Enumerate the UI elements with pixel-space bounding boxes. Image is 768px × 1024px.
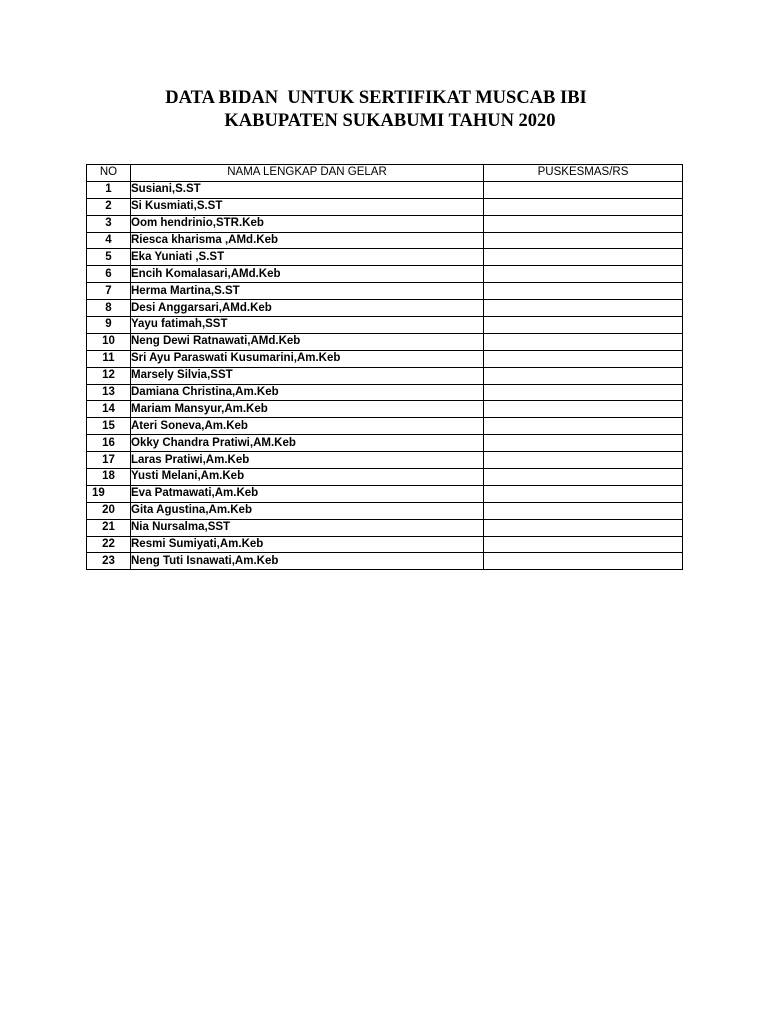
name-cell: Nia Nursalma,SST xyxy=(131,519,484,536)
document-subtitle: KABUPATEN SUKABUMI TAHUN 2020 xyxy=(224,111,556,131)
table-row xyxy=(87,215,683,232)
table-row xyxy=(87,249,683,266)
row-number-cell: 18 xyxy=(87,469,131,486)
row-number-cell: 14 xyxy=(87,401,131,418)
puskesmas-cell xyxy=(484,300,683,317)
name-cell: Oom hendrinio,STR.Keb xyxy=(131,215,484,232)
table-row xyxy=(87,435,683,452)
row-number-cell: 17 xyxy=(87,452,131,469)
table-row xyxy=(87,266,683,283)
row-number-cell: 8 xyxy=(87,300,131,317)
table-row xyxy=(87,469,683,486)
table-row xyxy=(87,418,683,435)
puskesmas-cell xyxy=(484,469,683,486)
name-cell: Damiana Christina,Am.Keb xyxy=(131,384,484,401)
puskesmas-cell xyxy=(484,198,683,215)
row-number-cell: 21 xyxy=(87,519,131,536)
row-number-cell: 11 xyxy=(87,350,131,367)
puskesmas-cell xyxy=(484,384,683,401)
name-cell: Mariam Mansyur,Am.Keb xyxy=(131,401,484,418)
table-row xyxy=(87,317,683,334)
row-number-cell: 13 xyxy=(87,384,131,401)
name-cell: Desi Anggarsari,AMd.Keb xyxy=(131,300,484,317)
name-cell: Gita Agustina,Am.Keb xyxy=(131,502,484,519)
name-cell: Neng Tuti Isnawati,Am.Keb xyxy=(131,553,484,570)
row-number-cell: 22 xyxy=(87,536,131,553)
name-cell: Ateri Soneva,Am.Keb xyxy=(131,418,484,435)
name-cell: Okky Chandra Pratiwi,AM.Keb xyxy=(131,435,484,452)
table-row xyxy=(87,333,683,350)
puskesmas-cell xyxy=(484,249,683,266)
puskesmas-cell xyxy=(484,485,683,502)
table-header-row xyxy=(87,165,683,182)
table-row xyxy=(87,283,683,300)
puskesmas-cell xyxy=(484,553,683,570)
row-number-cell: 10 xyxy=(87,333,131,350)
table-row xyxy=(87,536,683,553)
row-number-cell: 16 xyxy=(87,435,131,452)
row-number-cell: 3 xyxy=(87,215,131,232)
row-number-cell: 4 xyxy=(87,232,131,249)
puskesmas-cell xyxy=(484,502,683,519)
column-header-name: NAMA LENGKAP DAN GELAR xyxy=(131,165,484,182)
name-cell: Marsely Silvia,SST xyxy=(131,367,484,384)
name-cell: Herma Martina,S.ST xyxy=(131,283,484,300)
row-number-cell: 20 xyxy=(87,502,131,519)
name-cell: Laras Pratiwi,Am.Keb xyxy=(131,452,484,469)
name-cell: Resmi Sumiyati,Am.Keb xyxy=(131,536,484,553)
row-number-cell: 15 xyxy=(87,418,131,435)
table-row xyxy=(87,485,683,502)
row-number-cell: 6 xyxy=(87,266,131,283)
puskesmas-cell xyxy=(484,215,683,232)
row-number-cell: 23 xyxy=(87,553,131,570)
midwife-data-table xyxy=(86,164,683,570)
name-cell: Neng Dewi Ratnawati,AMd.Keb xyxy=(131,333,484,350)
column-header-puskesmas: PUSKESMAS/RS xyxy=(484,165,683,182)
row-number-cell: 1 xyxy=(87,181,131,198)
name-cell: Encih Komalasari,AMd.Keb xyxy=(131,266,484,283)
puskesmas-cell xyxy=(484,283,683,300)
row-number-cell: 5 xyxy=(87,249,131,266)
table-row xyxy=(87,502,683,519)
table-row xyxy=(87,232,683,249)
puskesmas-cell xyxy=(484,536,683,553)
name-cell: Yusti Melani,Am.Keb xyxy=(131,469,484,486)
puskesmas-cell xyxy=(484,333,683,350)
table-row xyxy=(87,401,683,418)
puskesmas-cell xyxy=(484,181,683,198)
table-row xyxy=(87,553,683,570)
name-cell: Eka Yuniati ,S.ST xyxy=(131,249,484,266)
document-title: DATA BIDAN UNTUK SERTIFIKAT MUSCAB IBI xyxy=(165,88,587,108)
name-cell: Yayu fatimah,SST xyxy=(131,317,484,334)
table-row xyxy=(87,367,683,384)
table-row xyxy=(87,300,683,317)
puskesmas-cell xyxy=(484,367,683,384)
name-cell: Susiani,S.ST xyxy=(131,181,484,198)
puskesmas-cell xyxy=(484,232,683,249)
puskesmas-cell xyxy=(484,452,683,469)
table-row xyxy=(87,452,683,469)
name-cell: Si Kusmiati,S.ST xyxy=(131,198,484,215)
row-number-cell: 12 xyxy=(87,367,131,384)
table-row xyxy=(87,198,683,215)
row-number-cell: 19 xyxy=(87,485,131,502)
table-row xyxy=(87,519,683,536)
name-cell: Eva Patmawati,Am.Keb xyxy=(131,485,484,502)
puskesmas-cell xyxy=(484,401,683,418)
row-number-cell: 9 xyxy=(87,317,131,334)
table-row xyxy=(87,181,683,198)
table-row xyxy=(87,384,683,401)
table-body xyxy=(87,181,683,569)
puskesmas-cell xyxy=(484,435,683,452)
column-header-no: NO xyxy=(87,165,131,182)
table-row xyxy=(87,350,683,367)
puskesmas-cell xyxy=(484,266,683,283)
puskesmas-cell xyxy=(484,519,683,536)
row-number-cell: 7 xyxy=(87,283,131,300)
puskesmas-cell xyxy=(484,418,683,435)
puskesmas-cell xyxy=(484,350,683,367)
name-cell: Riesca kharisma ,AMd.Keb xyxy=(131,232,484,249)
name-cell: Sri Ayu Paraswati Kusumarini,Am.Keb xyxy=(131,350,484,367)
puskesmas-cell xyxy=(484,317,683,334)
row-number-cell: 2 xyxy=(87,198,131,215)
